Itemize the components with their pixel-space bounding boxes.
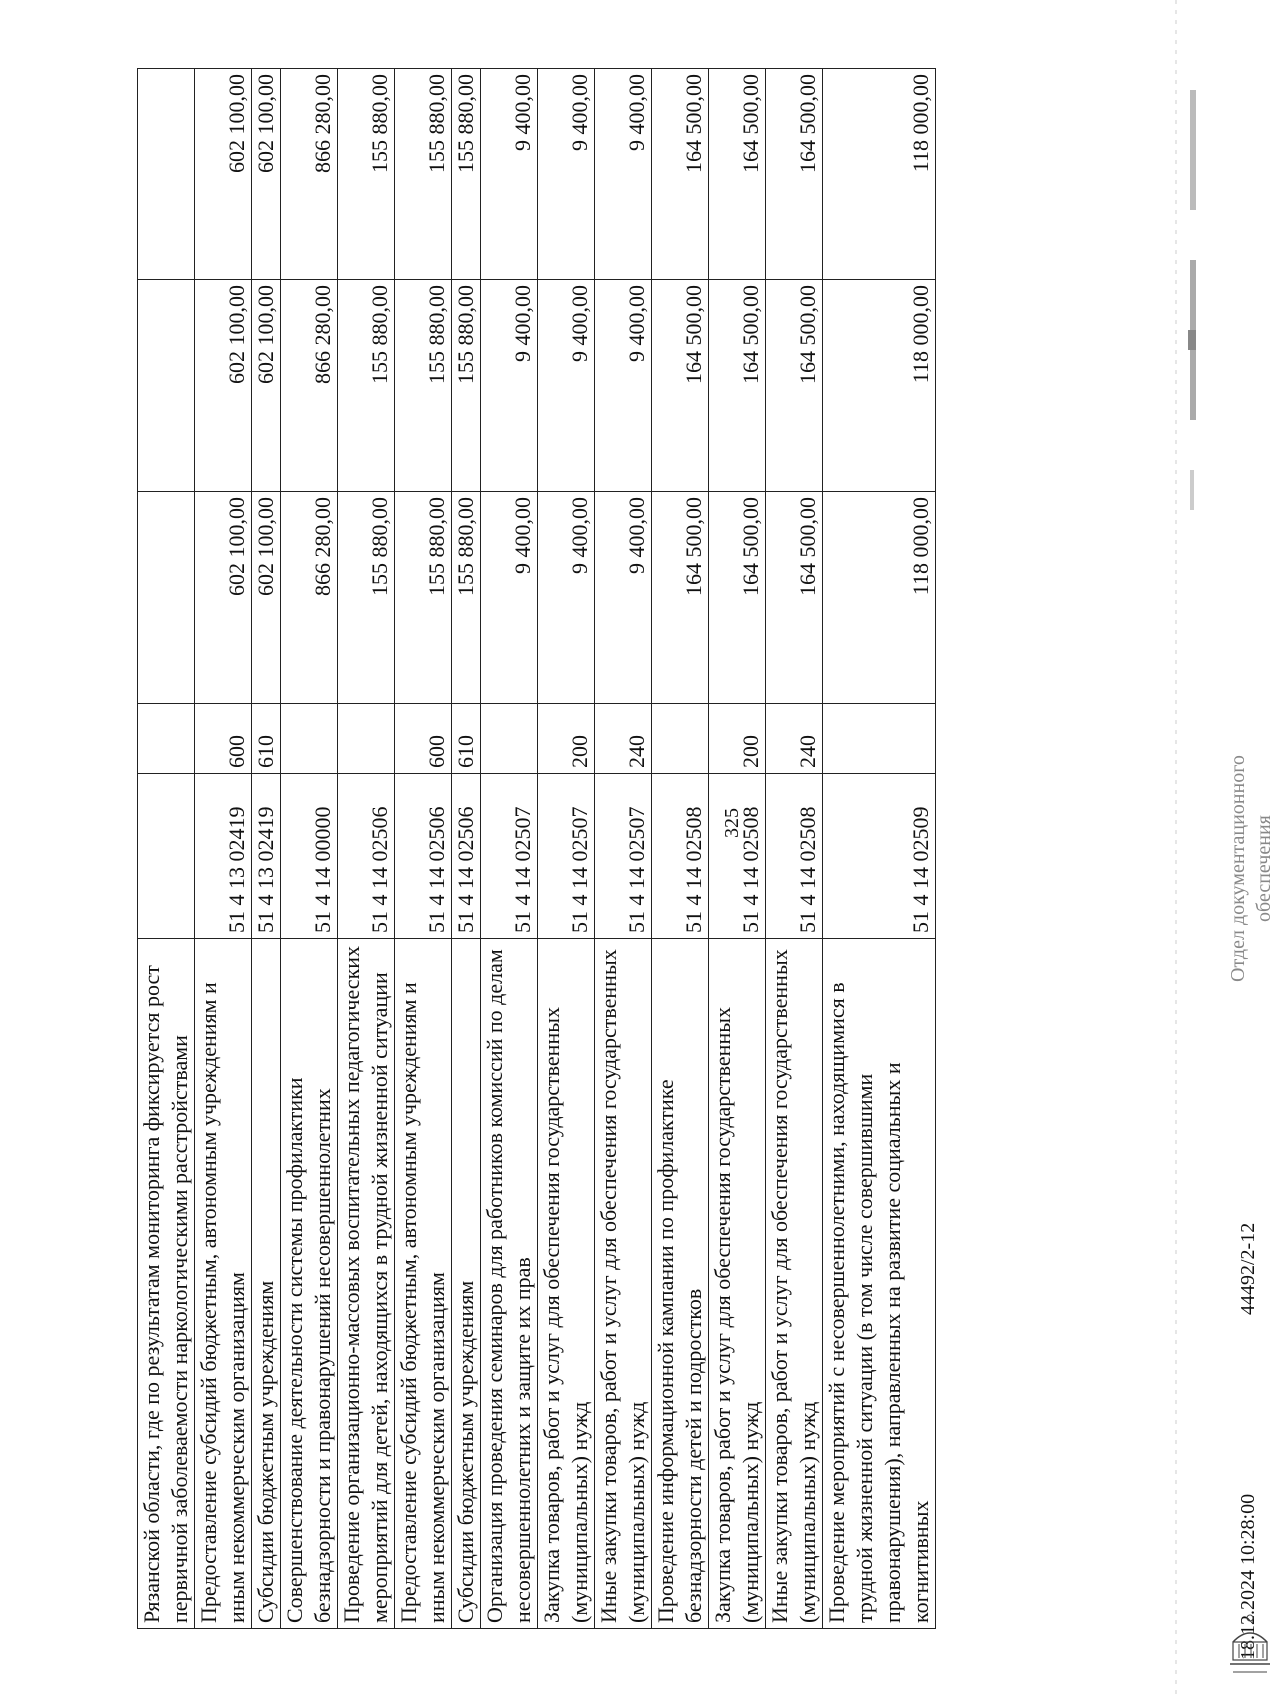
table-row	[823, 69, 936, 1629]
target-article-cell: 51 4 14 02507	[595, 774, 652, 939]
amount-year-1-cell	[138, 492, 195, 704]
amount-year-3-cell: 118 000,00	[823, 69, 936, 280]
amount-year-2-cell: 118 000,00	[823, 280, 936, 492]
row-name-cell: Организация проведения семинаров для работников комиссий по делам несовершеннолетних и защите их прав	[481, 939, 538, 1629]
expense-type-cell	[481, 704, 538, 774]
amount-year-1-cell: 866 280,00	[281, 492, 338, 704]
amount-year-3-cell: 9 400,00	[481, 69, 538, 280]
scan-edge-marks	[1170, 0, 1200, 1695]
expense-type-cell: 610	[252, 704, 281, 774]
target-article-cell: 51 4 13 02419	[195, 774, 252, 939]
target-article-cell: 51 4 14 02506	[395, 774, 452, 939]
expense-type-cell: 240	[766, 704, 823, 774]
row-name-cell: Проведение организационно-массовых воспитательных педагогических мероприятий для детей, находящихся в трудной жизненной ситуации	[338, 939, 395, 1629]
target-article-cell: 51 4 13 02419	[252, 774, 281, 939]
table-row	[652, 69, 709, 1629]
amount-year-2-cell: 9 400,00	[481, 280, 538, 492]
amount-year-1-cell: 118 000,00	[823, 492, 936, 704]
stamp-line-2: обеспечения	[1253, 815, 1275, 922]
row-name-cell: Субсидии бюджетным учреждениям	[252, 939, 281, 1629]
expense-type-cell: 600	[395, 704, 452, 774]
table-row	[766, 69, 823, 1629]
target-article-cell	[138, 774, 195, 939]
target-article-cell: 51 4 14 02508	[709, 774, 766, 939]
amount-year-3-cell: 9 400,00	[595, 69, 652, 280]
amount-year-3-cell: 164 500,00	[652, 69, 709, 280]
amount-year-1-cell: 155 880,00	[395, 492, 452, 704]
amount-year-1-cell: 602 100,00	[195, 492, 252, 704]
amount-year-2-cell: 866 280,00	[281, 280, 338, 492]
target-article-cell: 51 4 14 00000	[281, 774, 338, 939]
amount-year-2-cell: 155 880,00	[452, 280, 481, 492]
amount-year-2-cell	[138, 280, 195, 492]
row-name-cell: Иные закупки товаров, работ и услуг для обеспечения государственных (муниципальных) нужд	[595, 939, 652, 1629]
row-name-cell: Закупка товаров, работ и услуг для обеспечения государственных (муниципальных) нужд	[538, 939, 595, 1629]
amount-year-3-cell: 155 880,00	[452, 69, 481, 280]
amount-year-3-cell: 866 280,00	[281, 69, 338, 280]
table-row	[481, 69, 538, 1629]
expense-type-cell: 240	[595, 704, 652, 774]
table-row	[195, 69, 252, 1629]
table-row	[538, 69, 595, 1629]
amount-year-2-cell: 9 400,00	[595, 280, 652, 492]
row-name-cell: Рязанской области, где по результатам мониторинга фиксируется рост первичной заболеваемости наркологическими расстройствами	[138, 939, 195, 1629]
budget-table	[137, 68, 936, 1629]
amount-year-2-cell: 602 100,00	[195, 280, 252, 492]
amount-year-2-cell: 164 500,00	[709, 280, 766, 492]
row-name-cell: Проведение мероприятий с несовершеннолетними, находящимися в трудной жизненной ситуации (в том числе совершившими правонарушения), направленных на развитие социальных и когнитивных	[823, 939, 936, 1629]
expense-type-cell	[652, 704, 709, 774]
target-article-cell: 51 4 14 02507	[481, 774, 538, 939]
budget-table-container	[137, 69, 933, 1629]
row-name-cell: Совершенствование деятельности системы профилактики безнадзорности и правонарушений несовершеннолетних	[281, 939, 338, 1629]
amount-year-3-cell: 164 500,00	[766, 69, 823, 280]
amount-year-1-cell: 164 500,00	[766, 492, 823, 704]
row-name-cell: Иные закупки товаров, работ и услуг для обеспечения государственных (муниципальных) нужд	[766, 939, 823, 1629]
target-article-cell: 51 4 14 02507	[538, 774, 595, 939]
amount-year-1-cell: 9 400,00	[595, 492, 652, 704]
amount-year-3-cell: 164 500,00	[709, 69, 766, 280]
target-article-cell: 51 4 14 02509	[823, 774, 936, 939]
expense-type-cell: 200	[709, 704, 766, 774]
amount-year-1-cell: 155 880,00	[338, 492, 395, 704]
expense-type-cell	[138, 704, 195, 774]
amount-year-1-cell: 9 400,00	[481, 492, 538, 704]
table-body	[138, 69, 936, 1629]
footer-date: 18.12.2024 10:28:00	[1237, 1493, 1259, 1660]
amount-year-1-cell: 9 400,00	[538, 492, 595, 704]
amount-year-2-cell: 602 100,00	[252, 280, 281, 492]
row-name-cell: Закупка товаров, работ и услуг для обеспечения государственных (муниципальных) нужд	[709, 939, 766, 1629]
table-row	[281, 69, 338, 1629]
target-article-cell: 51 4 14 02508	[766, 774, 823, 939]
expense-type-cell	[823, 704, 936, 774]
table-row	[709, 69, 766, 1629]
target-article-cell: 51 4 14 02508	[652, 774, 709, 939]
row-name-cell: Предоставление субсидий бюджетным, автономным учреждениям и иным некоммерческим организациям	[395, 939, 452, 1629]
amount-year-3-cell: 155 880,00	[338, 69, 395, 280]
expense-type-cell	[338, 704, 395, 774]
table-row	[395, 69, 452, 1629]
amount-year-1-cell: 155 880,00	[452, 492, 481, 704]
department-stamp	[1225, 755, 1277, 982]
footer-doc-code: 44492/2-12	[1237, 1222, 1259, 1315]
amount-year-3-cell: 9 400,00	[538, 69, 595, 280]
amount-year-2-cell: 155 880,00	[338, 280, 395, 492]
amount-year-2-cell: 164 500,00	[652, 280, 709, 492]
expense-type-cell: 600	[195, 704, 252, 774]
table-row	[452, 69, 481, 1629]
amount-year-1-cell: 164 500,00	[652, 492, 709, 704]
amount-year-2-cell: 9 400,00	[538, 280, 595, 492]
expense-type-cell	[281, 704, 338, 774]
amount-year-3-cell: 602 100,00	[252, 69, 281, 280]
target-article-cell: 51 4 14 02506	[452, 774, 481, 939]
row-name-cell: Субсидии бюджетным учреждениям	[452, 939, 481, 1629]
row-name-cell: Предоставление субсидий бюджетным, автономным учреждениям и иным некоммерческим организациям	[195, 939, 252, 1629]
amount-year-3-cell	[138, 69, 195, 280]
amount-year-2-cell: 155 880,00	[395, 280, 452, 492]
stamp-line-1: Отдел документационного	[1227, 755, 1249, 982]
amount-year-3-cell: 155 880,00	[395, 69, 452, 280]
duma-logo-icon	[1225, 1612, 1275, 1682]
page-number: 325	[721, 808, 743, 838]
expense-type-cell: 610	[452, 704, 481, 774]
target-article-cell: 51 4 14 02506	[338, 774, 395, 939]
amount-year-2-cell: 164 500,00	[766, 280, 823, 492]
table-row	[595, 69, 652, 1629]
table-row	[138, 69, 195, 1629]
expense-type-cell: 200	[538, 704, 595, 774]
row-name-cell: Проведение информационной кампании по профилактике безнадзорности детей и подростков	[652, 939, 709, 1629]
table-row	[252, 69, 281, 1629]
amount-year-3-cell: 602 100,00	[195, 69, 252, 280]
amount-year-1-cell: 602 100,00	[252, 492, 281, 704]
amount-year-1-cell: 164 500,00	[709, 492, 766, 704]
table-row	[338, 69, 395, 1629]
